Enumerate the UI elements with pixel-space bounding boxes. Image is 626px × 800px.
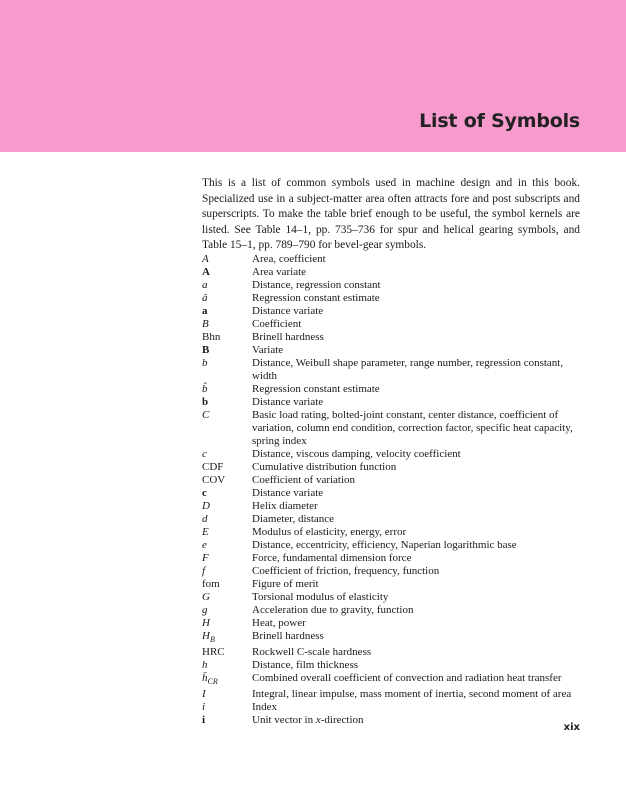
symbol-row xyxy=(202,500,582,513)
symbol: $h̄_{CR}$ xyxy=(202,672,218,687)
symbol-row xyxy=(202,578,582,591)
symbol: i xyxy=(202,701,206,714)
symbol-definition: Index xyxy=(252,701,278,714)
symbol-row xyxy=(202,409,582,448)
symbol-definition: Heat, power xyxy=(252,617,306,629)
symbol: i xyxy=(202,714,206,727)
symbol-definition: Helix diameter xyxy=(252,500,318,512)
symbol: E xyxy=(202,526,209,538)
symbol-row xyxy=(202,672,582,688)
symbol-definition: Brinell hardness xyxy=(252,331,324,343)
symbol: c xyxy=(202,448,207,460)
symbol: B xyxy=(202,318,209,330)
symbol: D xyxy=(202,500,210,512)
symbol-row xyxy=(202,539,582,552)
symbol-definition: Integral, linear impulse, mass moment of inertia, second moment of area xyxy=(252,688,572,701)
symbol: HRC xyxy=(202,646,225,659)
symbol: f xyxy=(202,565,206,577)
page-title: List of Symbols xyxy=(419,110,580,132)
symbol-definition: Area, coefficient xyxy=(252,253,326,265)
symbol-definition: Distance, viscous damping, velocity coefficient xyxy=(252,448,461,460)
symbol: c xyxy=(202,487,207,499)
symbol-definition: Distance variate xyxy=(252,305,324,317)
symbol-definition: Cumulative distribution function xyxy=(252,461,397,473)
symbol-definition: Acceleration due to gravity, function xyxy=(252,604,414,616)
symbol-row xyxy=(202,630,582,646)
symbol: C xyxy=(202,409,210,421)
symbol-row xyxy=(202,396,582,409)
symbol-row xyxy=(202,646,582,659)
symbol-definition: Unit vector in x-direction xyxy=(252,714,364,727)
symbol: B xyxy=(202,344,210,356)
symbol-row xyxy=(202,448,582,461)
symbol-row xyxy=(202,474,582,487)
symbol: Bhn xyxy=(202,331,221,343)
symbol: F xyxy=(202,552,209,564)
symbol: h xyxy=(202,659,208,672)
symbol-row xyxy=(202,253,582,266)
symbol-definition: Distance variate xyxy=(252,396,324,408)
symbol-definition: Modulus of elasticity, energy, error xyxy=(252,526,407,538)
symbol-definition: Diameter, distance xyxy=(252,513,335,525)
symbol: b̂ xyxy=(202,383,208,395)
symbol-definition: Combined overall coefficient of convection and radiation heat transfer xyxy=(252,672,562,685)
symbol-row xyxy=(202,701,582,714)
symbol-row xyxy=(202,279,582,292)
symbol: H xyxy=(202,617,210,629)
symbol: A xyxy=(202,266,210,278)
symbol-list xyxy=(202,253,582,727)
symbol-row xyxy=(202,688,582,701)
symbol-row xyxy=(202,331,582,344)
symbol-definition: Variate xyxy=(252,344,284,356)
symbol-row xyxy=(202,591,582,604)
symbol: $H_B$ xyxy=(202,630,215,645)
symbol: d xyxy=(202,513,208,525)
symbol-row xyxy=(202,617,582,630)
symbol: e xyxy=(202,539,207,551)
symbol: COV xyxy=(202,474,226,486)
symbol-definition: Coefficient of friction, frequency, function xyxy=(252,565,440,577)
symbol-row xyxy=(202,513,582,526)
symbol-definition: Rockwell C-scale hardness xyxy=(252,646,372,659)
symbol-definition: Regression constant estimate xyxy=(252,383,380,395)
page-number: xix xyxy=(563,722,580,733)
symbol-definition: Brinell hardness xyxy=(252,630,324,642)
symbol-row xyxy=(202,526,582,539)
symbol: b xyxy=(202,396,209,408)
symbol-row xyxy=(202,383,582,396)
symbol-row xyxy=(202,552,582,565)
symbol: A xyxy=(202,253,209,265)
symbol: b xyxy=(202,357,208,369)
symbol: g xyxy=(202,604,208,616)
header-band xyxy=(0,0,626,152)
symbol-definition: Distance, regression constant xyxy=(252,279,381,291)
symbol-row xyxy=(202,266,582,279)
symbol-row xyxy=(202,357,582,383)
symbol-row xyxy=(202,659,582,672)
symbol: G xyxy=(202,591,210,603)
symbol-row xyxy=(202,604,582,617)
symbol-definition: Force, fundamental dimension force xyxy=(252,552,412,564)
symbol-row xyxy=(202,305,582,318)
intro-paragraph: This is a list of common symbols used in machine design and in this book. Specialized use in a subject-matter area often attracts fore and post subscripts and superscripts. To make the table brief enough to be useful, the symbol kernels are listed. See Table 14–1, pp. 735–736 for spur and helical gearing symbols, and Table 15–1, pp. 789–790 for bevel-gear symbols. xyxy=(202,177,580,252)
symbol: CDF xyxy=(202,461,224,473)
symbol-definition: Area variate xyxy=(252,266,307,278)
symbol-definition: Distance, eccentricity, efficiency, Naperian logarithmic base xyxy=(252,539,517,551)
symbol: a xyxy=(202,279,208,291)
symbol: â xyxy=(202,292,208,304)
symbol-definition: Coefficient xyxy=(252,318,302,330)
symbol-row xyxy=(202,487,582,500)
symbol-subscript: B xyxy=(209,635,215,645)
symbol-definition: Basic load rating, bolted-joint constant, center distance, coefficient of variation, column end condition, correction factor, specific heat capacity, spring index xyxy=(252,409,573,447)
symbol-definition: Figure of merit xyxy=(252,578,319,590)
symbol-definition: Regression constant estimate xyxy=(252,292,380,304)
symbol-definition: Torsional modulus of elasticity xyxy=(252,591,389,603)
symbol-definition: Distance variate xyxy=(252,487,324,499)
symbol-definition: Coefficient of variation xyxy=(252,474,356,486)
symbol-definition: Distance, film thickness xyxy=(252,659,359,672)
symbol-row xyxy=(202,344,582,357)
symbol-row xyxy=(202,461,582,474)
symbol: I xyxy=(202,688,206,701)
symbol-row xyxy=(202,292,582,305)
symbol: fom xyxy=(202,578,220,590)
symbol-row xyxy=(202,565,582,578)
symbol-row xyxy=(202,318,582,331)
symbol-subscript: CR xyxy=(207,677,218,687)
symbol: a xyxy=(202,305,208,317)
symbol-row xyxy=(202,714,582,727)
symbol-definition: Distance, Weibull shape parameter, range number, regression constant, width xyxy=(252,357,564,382)
